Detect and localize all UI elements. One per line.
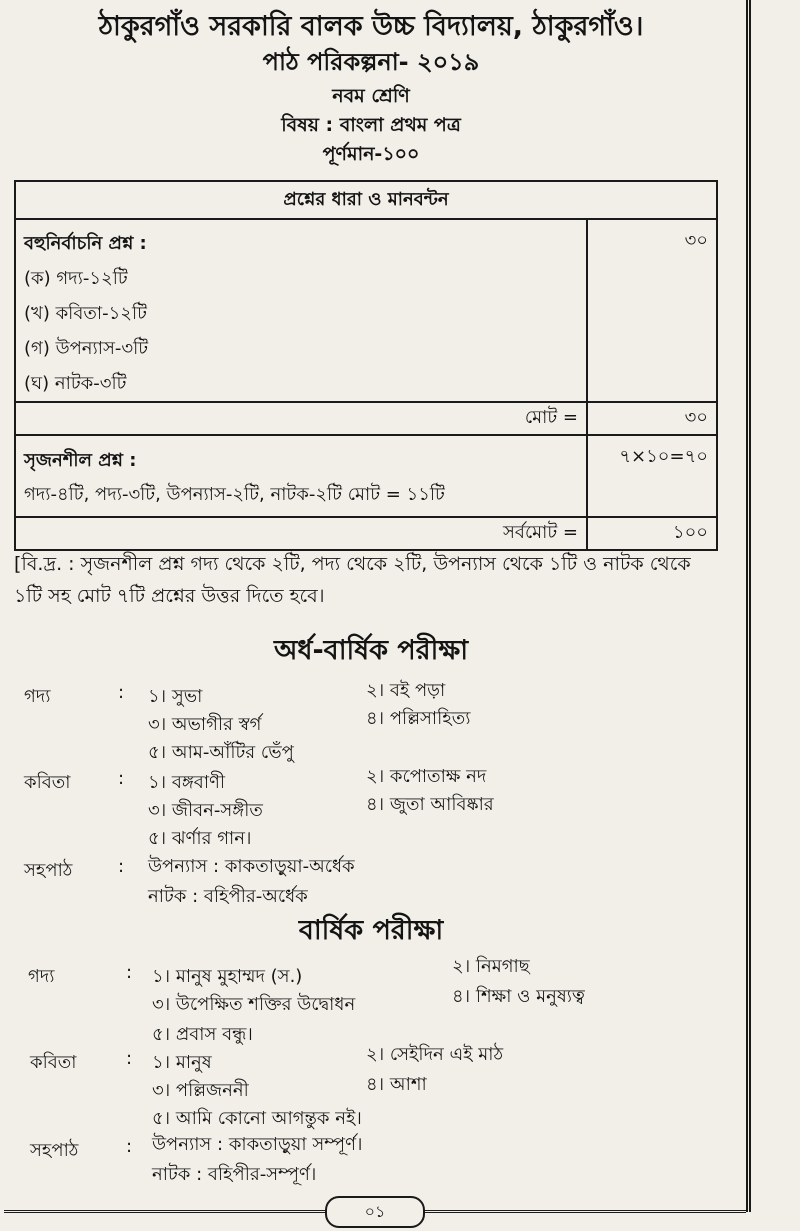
colon: : <box>126 962 133 983</box>
half-prose-item: ৪। পল্লিসাহিত্য <box>366 708 471 729</box>
half-prose-item: ১। সুভা <box>148 686 203 707</box>
mcq-marks: ৩০ <box>587 219 717 402</box>
annual-prose-item: ৩। উপেক্ষিত শক্তির উদ্বোধন <box>152 994 356 1015</box>
annual-prose-item: ২। নিমগাছ <box>452 956 530 977</box>
half-prose-item: ৩। অভাগীর স্বর্গ <box>148 714 262 735</box>
grand-total-label: সর্বমোট = <box>15 517 587 550</box>
annual-poetry-item: ৩। পল্লিজননী <box>152 1080 249 1101</box>
annual-prose-item: ৫। প্রবাস বন্ধু। <box>152 1024 253 1045</box>
annual-prose-label: গদ্য <box>28 966 55 987</box>
annual-prose-item: ১। মানুষ মুহাম্মদ (স.) <box>152 966 303 987</box>
plan-title: পাঠ পরিকল্পনা- ২০১৯ <box>262 48 480 76</box>
grand-total-value: ১০০ <box>587 517 717 550</box>
marks-distribution-table <box>14 180 718 551</box>
school-name: ঠাকুরগাঁও সরকারি বালক উচ্চ বিদ্যালয়, ঠাকুরগাঁও। <box>98 11 644 42</box>
mcq-label: বহুনির্বাচনি প্রশ্ন : <box>24 233 147 254</box>
page-number: ০১ <box>325 1196 425 1228</box>
colon: : <box>118 856 125 877</box>
class-label: নবম শ্রেণি <box>332 85 410 107</box>
colon: : <box>126 1136 133 1157</box>
half-supp-label: সহপাঠ <box>24 860 73 881</box>
mcq-item: (গ) উপন্যাস-৩টি <box>24 338 149 359</box>
colon: : <box>118 682 125 703</box>
creative-label: সৃজনশীল প্রশ্ন : <box>24 450 137 471</box>
mcq-cell <box>15 219 587 402</box>
colon: : <box>118 768 125 789</box>
mcq-item: (ক) গদ্য-১২টি <box>24 268 128 289</box>
half-prose-item: ৫। আম-আঁটির ভেঁপু <box>148 742 294 763</box>
annual-poetry-label: কবিতা <box>30 1052 77 1073</box>
half-poetry-item: ২। কপোতাক্ষ নদ <box>366 766 487 787</box>
colon: : <box>126 1048 133 1069</box>
annual-supp-item: নাটক : বহিপীর-সম্পূর্ণ। <box>152 1164 317 1185</box>
mcq-total-label: মোট = <box>15 402 587 435</box>
annual-poetry-item: ২। সেইদিন এই মাঠ <box>366 1044 504 1065</box>
note-text: [বি.দ্র. : সৃজনশীল প্রশ্ন গদ্য থেকে ২টি, পদ্য থেকে ২টি, উপন্যাস থেকে ১টি ও নাটক থেকে ১টি সহ মোট ৭টি প্রশ্নের উত্তর দিতে হবে। <box>14 553 691 607</box>
half-poetry-item: ৫। ঝর্ণার গান। <box>148 828 252 849</box>
half-poetry-label: কবিতা <box>24 772 71 793</box>
annual-poetry-item: ১। মানুষ <box>152 1052 212 1073</box>
mcq-item: (খ) কবিতা-১২টি <box>24 303 147 324</box>
half-poetry-item: ১। বঙ্গবাণী <box>148 772 226 793</box>
full-marks: পূর্ণমান-১০০ <box>322 143 420 165</box>
annual-supp-item: উপন্যাস : কাকতাড়ুয়া সম্পূর্ণ। <box>152 1134 363 1155</box>
half-poetry-item: ৩। জীবন-সঙ্গীত <box>148 800 263 821</box>
mcq-total-value: ৩০ <box>587 402 717 435</box>
half-prose-label: গদ্য <box>24 686 51 707</box>
creative-cell <box>15 435 587 517</box>
half-supp-item: নাটক : বহিপীর-অর্ধেক <box>148 886 308 907</box>
half-yearly-title: অর্ধ-বার্ষিক পরীক্ষা <box>273 635 469 666</box>
annual-supp-label: সহপাঠ <box>30 1140 79 1161</box>
table-title: প্রশ্নের ধারা ও মানবন্টন <box>15 181 717 219</box>
annual-poetry-item: ৫। আমি কোনো আগন্তুক নই। <box>152 1108 362 1129</box>
creative-detail: গদ্য-৪টি, পদ্য-৩টি, উপন্যাস-২টি, নাটক-২টি মোট = ১১টি <box>24 484 445 505</box>
creative-marks: ৭×১০=৭০ <box>587 435 717 517</box>
annual-title: বার্ষিক পরীক্ষা <box>298 915 444 946</box>
mcq-item: (ঘ) নাটক-৩টি <box>24 373 127 394</box>
annual-prose-item: ৪। শিক্ষা ও মনুষ্যত্ব <box>452 986 585 1007</box>
half-poetry-item: ৪। জুতা আবিষ্কার <box>366 794 494 815</box>
subject-label: বিষয় : বাংলা প্রথম পত্র <box>281 114 461 136</box>
half-supp-item: উপন্যাস : কাকতাড়ুয়া-অর্ধেক <box>148 856 355 877</box>
annual-poetry-item: ৪। আশা <box>366 1074 427 1095</box>
half-prose-item: ২। বই পড়া <box>366 680 446 701</box>
